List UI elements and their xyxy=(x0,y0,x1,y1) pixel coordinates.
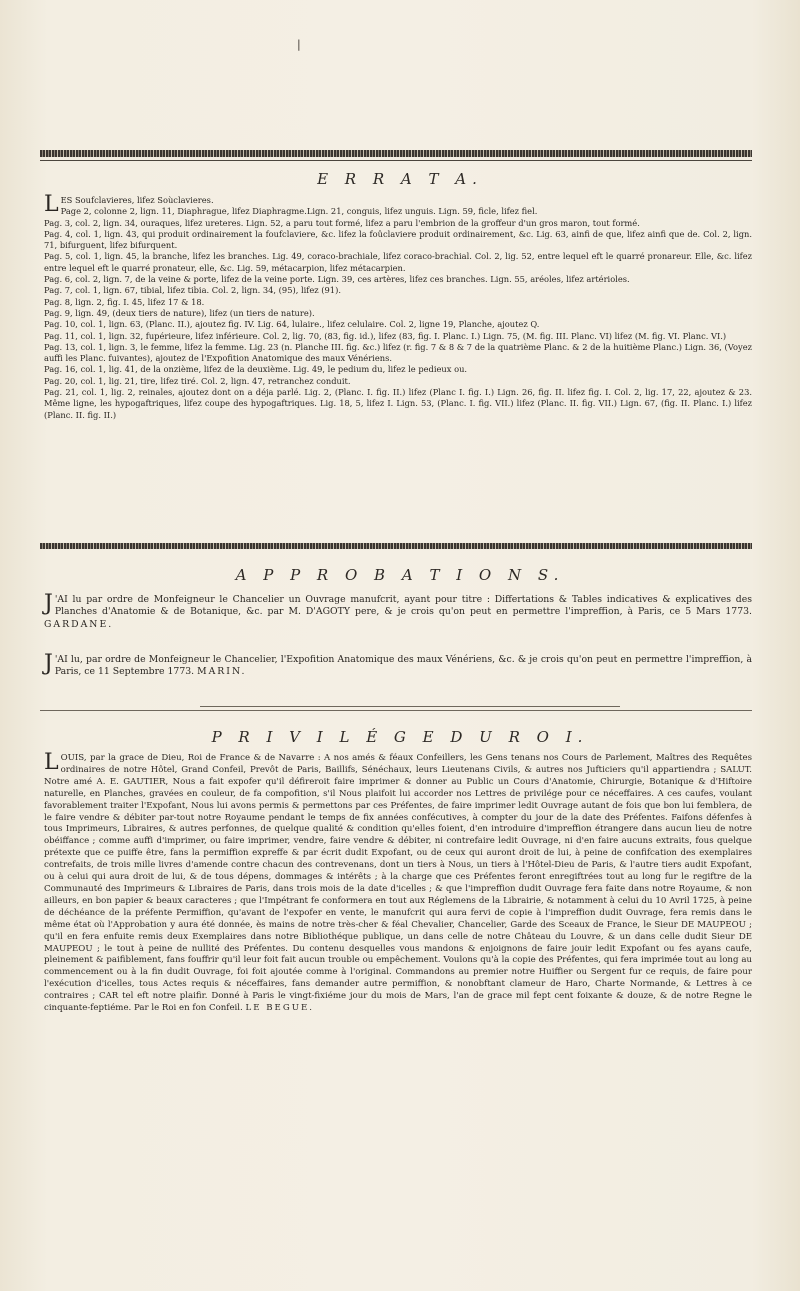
privilege-heading: P R I V I L É G E D U R O I. xyxy=(211,728,589,746)
privilege-text: OUIS, par la grace de Dieu, Roi de France & de Navarre : A nos amés & féaux Confeillers, les Gens tenans nos Cours de Parlement, Maîtres des Requêtes ordinaires de notre Hôtel, Grand Confeil, Prevôt de Paris, Baillifs, Sénéchaux, leurs Lieutenans Civils, & autres nos Jufticiers qu'il appartiendra ; SALUT. Notre amé A. E. GAUTIER, Nous a fait expofer qu'il défireroit faire imprimer & donner au Public un Cours d'Anatomie, Chirurgie, Botanique & d'Hiftoire naturelle, en Planches, gravées en couleur, de fa compofition, s'il Nous plaifoit lui accorder nos Lettres de privilége pour ce néceffaires. A ces caufes, voulant favorablement traiter l'Expofant, Nous lui avons permis & permettons par ces Préfentes, de faire imprimer ledit Ouvrage autant de fois que bon lui femblera, de le faire vendre & débiter par-tout notre Royaume pendant le temps de fix années confécutives, à compter du jour de la date des Préfentes. Faifons défenfes à tous Imprimeurs, Libraires, & autres perfonnes, de quelque qualité & condition qu'elles foient, d'en introduire d'impreffion étrangere dans aucun lieu de notre obéiffance ; comme auffi d'imprimer, ou faire imprimer, vendre, faire vendre & débiter, ni contrefaire ledit Ouvrage, ni d'en faire aucuns extraits, fous quelque prétexte que ce puiffe être, fans la permiffion expreffe & par écrit dudit Expofant, ou de ceux qui auront droit de lui, à peine de confifcation des exemplaires contrefaits, de trois mille livres d'amende contre chacun des contrevenans, dont un tiers à Nous, un tiers à l'Hôtel-Dieu de Paris, & l'autre tiers audit Expofant, ou à celui qui aura droit de lui, & de tous dépens, dommages & intérêts ; à la charge que ces Préfentes feront enregiftrées tout au long fur le regiftre de la Communauté des Imprimeurs & Libraires de Paris, dans trois mois de la date d'icelles ; & que l'impreffion dudit Ouvrage fera faite dans notre Royaume, & non ailleurs, en bon papier & beaux caracteres ; que l'Impétrant fe conformera en tout aux Réglemens de la Librairie, & notamment à celui du 10 Avril 1725, à peine de déchéance de la préfente Permiffion, qu'avant de l'expofer en vente, le manufcrit qui aura fervi de copie à l'impreffion dudit Ouvrage, fera remis dans le même état où l'Approbation y aura été donnée, ès mains de notre très-cher & féal Chevalier, Chancelier, Garde des Sceaux de France, le Sieur DE MAUPEOU ; qu'il en fera enfuite remis deux Exemplaires dans notre Bibliothéque publique, un dans celle de notre Château du Louvre, & un dans celle dudit Sieur DE MAUPEOU ; le tout à peine de nullité des Préfentes. Du contenu desquelles vous mandons & enjoignons de faire jouir ledit Expofant ou fes ayans caufe, pleinement & paifiblement, fans fouffrir qu'il leur foit fait aucun trouble ou empêchement. Voulons qu'à la copie des Préfentes, qui fera imprimée tout au long au commencement ou à la fin dudit Ouvrage, foi foit ajoutée comme à l'original. Commandons au premier notre Huiffier ou Sergent fur ce requis, de faire pour l'exécution d'icelles, tous Actes requis & néceffaires, fans demander autre permiffion, & nonobftant clameur de Haro, Charte Normande, & Lettres à ce contraires ; CAR tel eft notre plaifir. Donné à Paris le vingt-fixiéme jour du mois de Mars, l'an de grace mil fept cent foixante & douze, & de notre Regne le cinquante-feptiéme. Par le Roi en fon Confeil. xyxy=(44,753,752,1014)
rule-approbation-2 xyxy=(40,710,752,711)
approbation-2-signature: MARIN. xyxy=(197,666,247,678)
privilege-dropcap: L xyxy=(44,750,59,775)
top-mark: | xyxy=(297,38,301,51)
approbation-1-dropcap: J xyxy=(44,591,53,616)
approbations-heading: A P P R O B A T I O N S. xyxy=(235,566,565,584)
rule-top xyxy=(40,160,752,161)
approbation-2-dropcap: J xyxy=(44,651,53,676)
errata-text: ES Soufclavieres, lifez Soùclavieres. Page 2, colonne 2, lign. 11, Diaphrague, lifez Diaphragme.Lign. 21, conguis, lifez unguis. Lign. 59, ficle, lifez fiel. Pag. 3, col. 2, lign. 34, ouraques, lifez ureteres. Lign. 52, a paru tout formé, lifez a paru l'embrion de la groffeur d'un gros maron, tout formé. Pag. 4, col. 1, lign. 43, qui produit ordinairement la foufclaviere, &c. lifez la foûclaviere produit ordinairement, &c. Lig. 63, ainfi de que, lifez ainfi que de. Col. 2, lign. 71, bifurguent, lifez bifurquent. Pag. 5, col. 1, lign. 45, la branche, lifez les branches. Lig. 49, coraco-brachiale, lifez coraco-brachial. Col. 2, lig. 52, entre lequel eft le quarré pronareur. Elle, &c. lifez entre lequel eft le quarré pronateur, elle, &c. Lig. 59, métacarpion, lifez métacarpien. Pag. 6, col. 2, lign. 7, de la veine & porte, lifez de la veine porte. Lign. 39, ces artères, lifez ces branches. Lign. 55, aréoles, lifez artérioles. Pag. 7, col. 1, lign. 67, tibial, lifez tibia. Col. 2, lign. 34, (95), lifez (91). Pag. 8, lign. 2, fig. I. 45, lifez 17 & 18. Pag. 9, lign. 49, (deux tiers de nature), lifez (un tiers de nature). Pag. 10, col. 1, lign. 63, (Planc. II.), ajoutez fig. IV. Lig. 64, lulaire., lifez celulaire. Col. 2, ligne 19, Planche, ajoutez Q. Pag. 11, col. 1, lign. 32, fupérieure, lifez inférieure. Col. 2, lig. 70, (83, fig. id.), lifez (83, fig. I. Planc. I.) Lign. 75, (M. fig. III. Planc. VI) lifez (M. fig. VI. Planc. VI.) Pag. 13, col. 1, lign. 3, le femme, lifez la femme. Lig. 23 (n. Planche III. fig. &c.) lifez (r. fig. 7 & 8 & 7 de la quatrième Planc. & 2 de la huitième Planc.) Lign. 36, (Voyez auffi les Planc. fuivantes), ajoutez de l'Expofition Anatomique des maux Vénériens. Pag. 16, col. 1, lig. 41, de la onzième, lifez de la deuxième. Lig. 49, le pedium du, lifez le pedieux ou. Pag. 20, col. 1, lig. 21, tire, lifez tiré. Col. 2, lign. 47, retranchez conduit. Pag. 21, col. 1, lig. 2, reinales, ajoutez dont on a déja parlé. Lig. 2, (Planc. I. fig. II.) lifez (Planc I. fig. I.) Lign. 26, fig. II. lifez fig. I. Col. 2, lig. 17, 22, ajoutez & 23. Même ligne, les hypogaftriques, lifez coupe des hypogaftriques. Lig. 18, 5, lifez I. Lign. 53, (Planc. I. fig. VII.) lifez (Planc. II. fig. VII.) Lign. 67, (fig. II. Planc. I.) lifez (Planc. II. fig. II.) xyxy=(44,195,752,420)
errata-heading: E R R A T A. xyxy=(317,170,483,188)
rule-approbation xyxy=(200,706,620,707)
privilege-body xyxy=(44,750,752,1083)
ornamental-border-top xyxy=(40,150,752,157)
ornamental-border-middle xyxy=(40,543,752,549)
approbation-2 xyxy=(44,651,752,694)
privilege-signature: LE BEGUE. xyxy=(245,1003,314,1014)
approbation-2-text: 'AI lu, par ordre de Monfeigneur le Chancelier, l'Expofition Anatomique des maux Vénériens, &c. & je crois qu'on peut en permettre l'impreffion, à Paris, ce 11 Septembre 1773. xyxy=(54,654,752,678)
errata-body xyxy=(44,192,752,535)
approbation-1-signature: GARDANE. xyxy=(44,618,114,630)
errata-dropcap: L xyxy=(44,192,59,217)
approbation-1 xyxy=(44,591,752,644)
approbation-1-text: 'AI lu par ordre de Monfeigneur le Chancelier un Ouvrage manufcrit, ayant pour titre : Differtations & Tables indicatives & explicatives des Planches d'Anatomie & de Botanique, &c. par M. D'AGOTY pere, & je crois qu'on peut en permettre l'impreffion, à Paris, ce 5 Mars 1773. xyxy=(54,594,752,618)
